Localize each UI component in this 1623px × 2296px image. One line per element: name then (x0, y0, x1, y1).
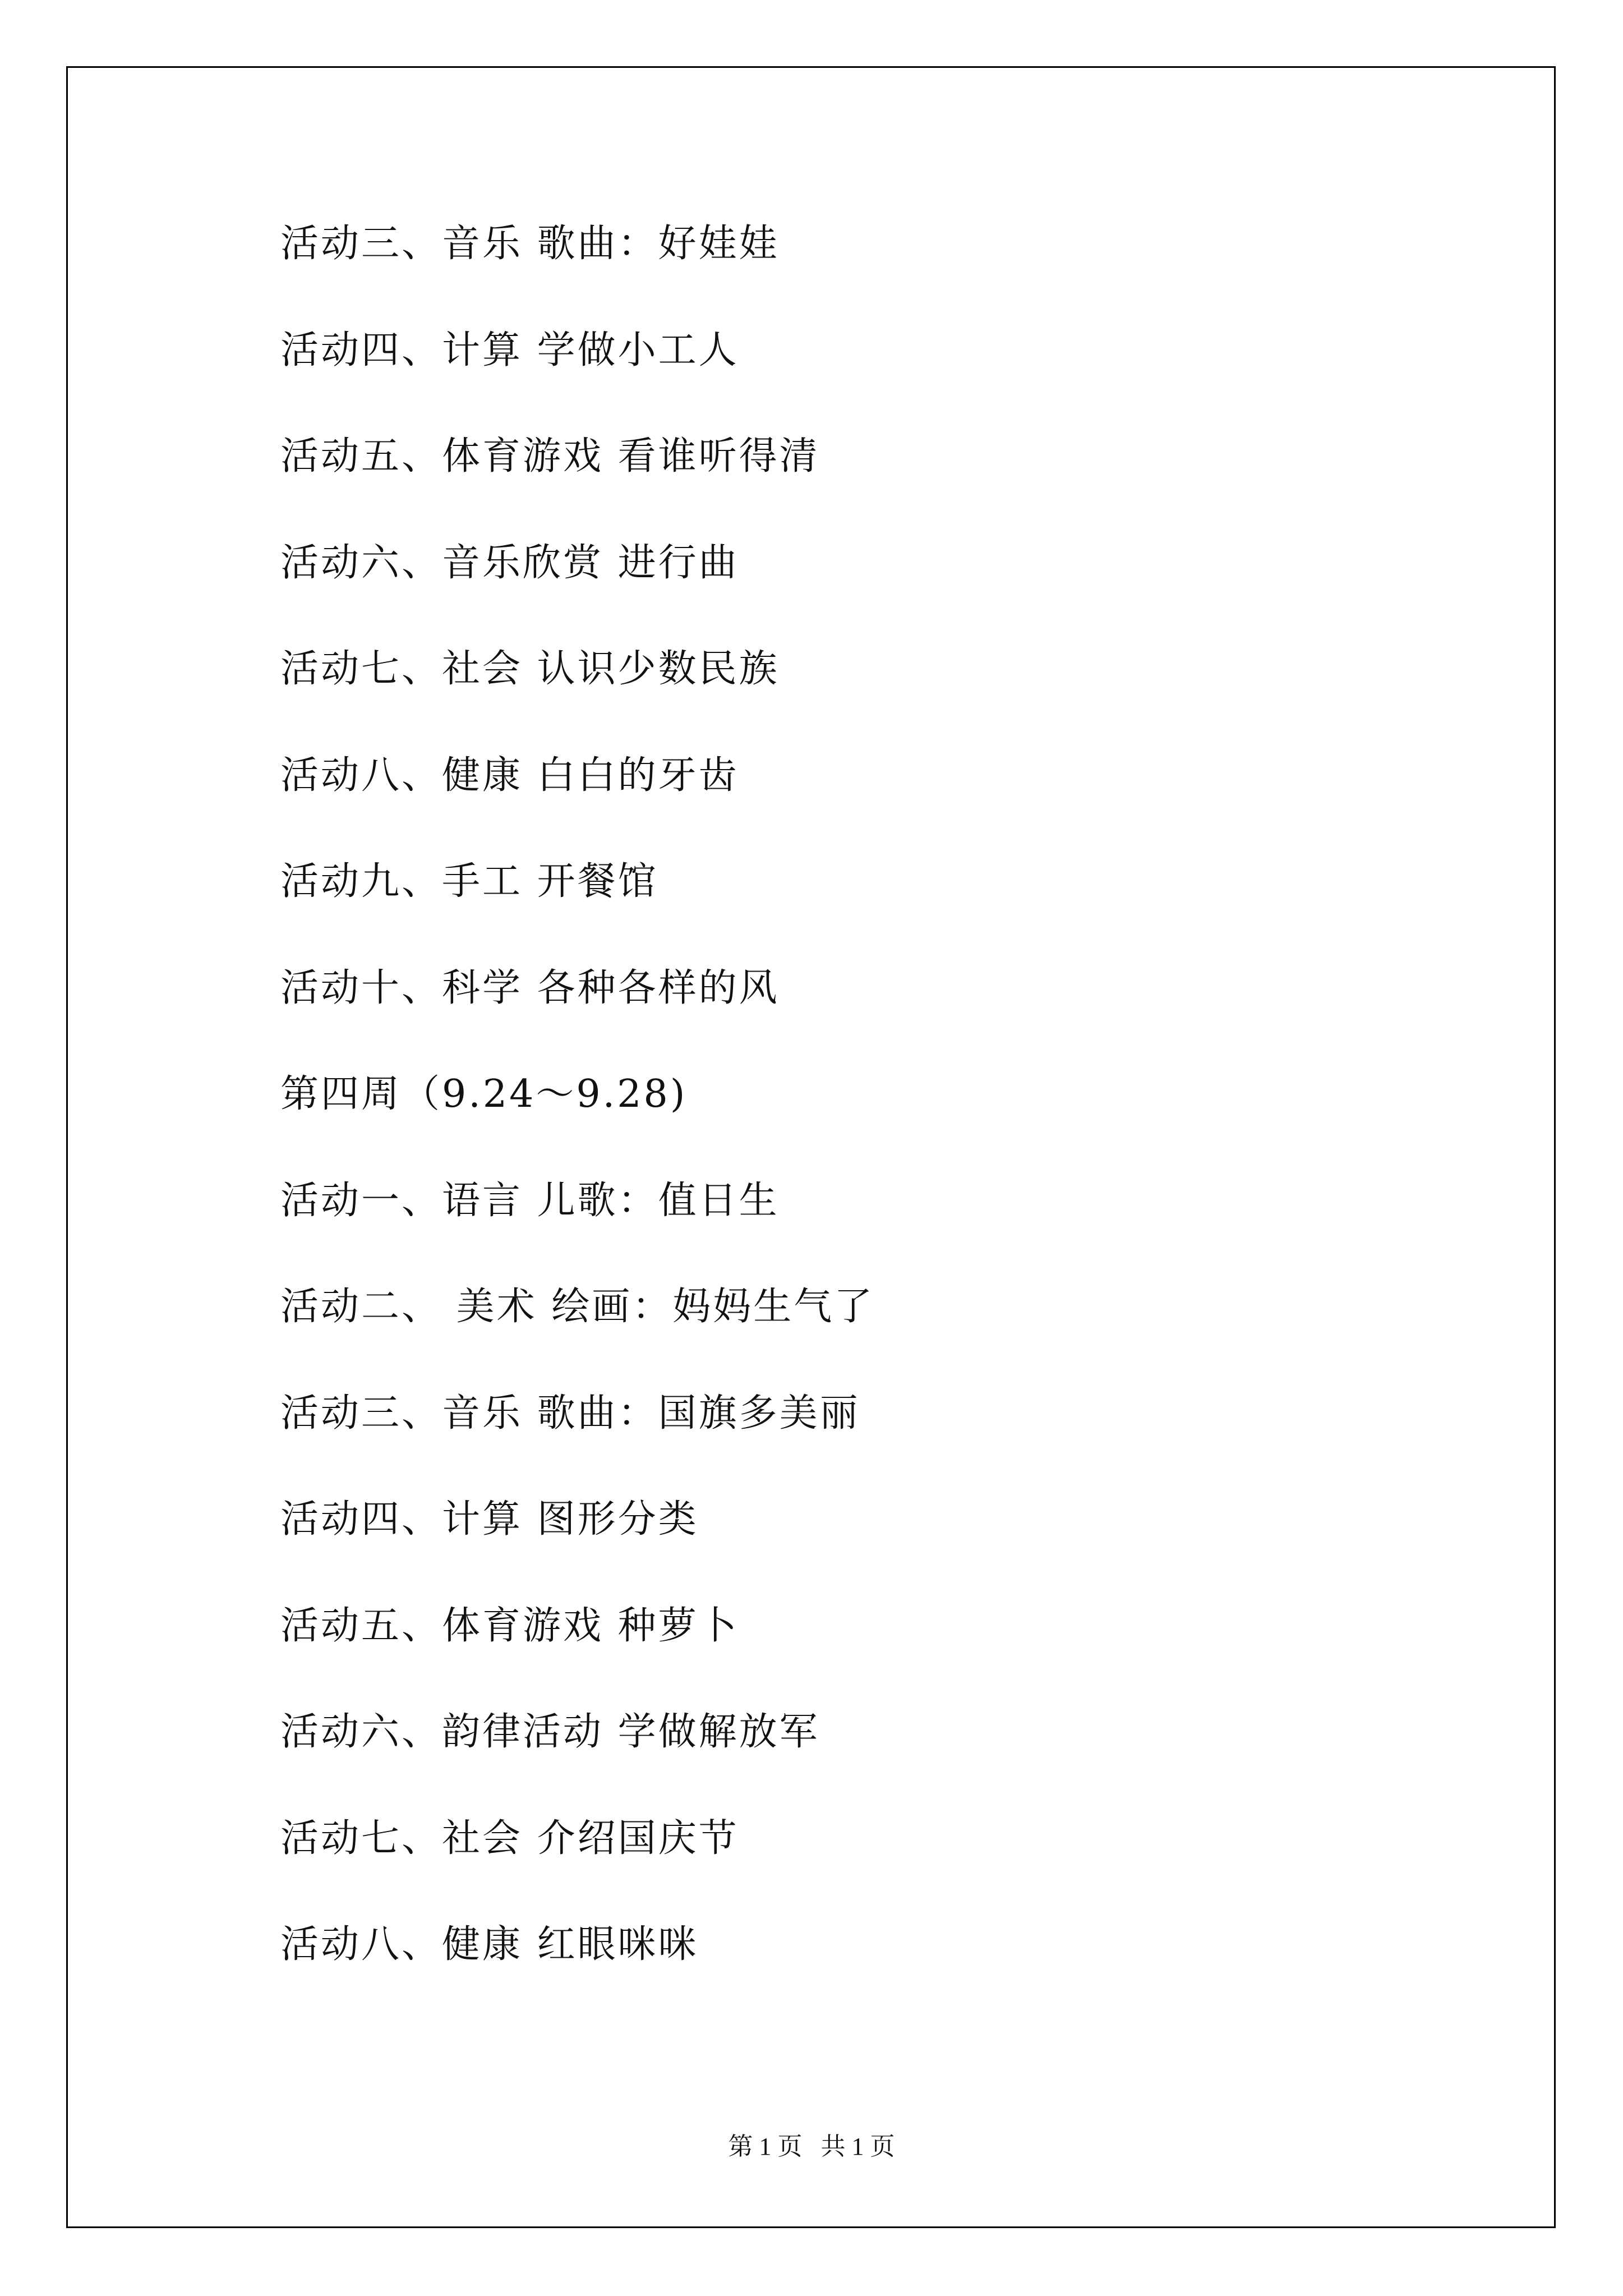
activity-line: 活动五、体育游戏 看谁听得清 (280, 434, 820, 478)
activity-line: 活动三、音乐 歌曲：好娃娃 (280, 222, 780, 266)
activity-line: 活动四、计算 学做小工人 (280, 328, 739, 372)
activity-line: 活动七、社会 认识少数民族 (280, 647, 780, 691)
activity-line: 活动八、健康 白白的牙齿 (280, 753, 739, 798)
activity-line: 活动六、音乐欣赏 进行曲 (280, 540, 739, 585)
activity-line: 活动六、韵律活动 学做解放军 (280, 1710, 820, 1754)
activity-line: 活动七、社会 介绍国庆节 (280, 1816, 739, 1861)
activity-line: 活动二、 美术 绘画：妈妈生气了 (280, 1285, 875, 1329)
activity-line: 活动十、科学 各种各样的风 (280, 965, 780, 1010)
page-footer: 第 1 页 共 1 页 (728, 2133, 895, 2160)
activity-line: 活动八、健康 红眼咪咪 (280, 1922, 699, 1967)
activity-line: 活动一、语言 儿歌：值日生 (280, 1178, 780, 1223)
document-body (280, 222, 1458, 2029)
activity-line: 活动五、体育游戏 种萝卜 (280, 1603, 739, 1648)
week-heading: 第四周（9.24～9.28) (280, 1072, 688, 1116)
activity-line: 活动四、计算 图形分类 (280, 1497, 699, 1542)
activity-line: 活动三、音乐 歌曲：国旗多美丽 (280, 1391, 860, 1435)
activity-line: 活动九、手工 开餐馆 (280, 859, 658, 904)
